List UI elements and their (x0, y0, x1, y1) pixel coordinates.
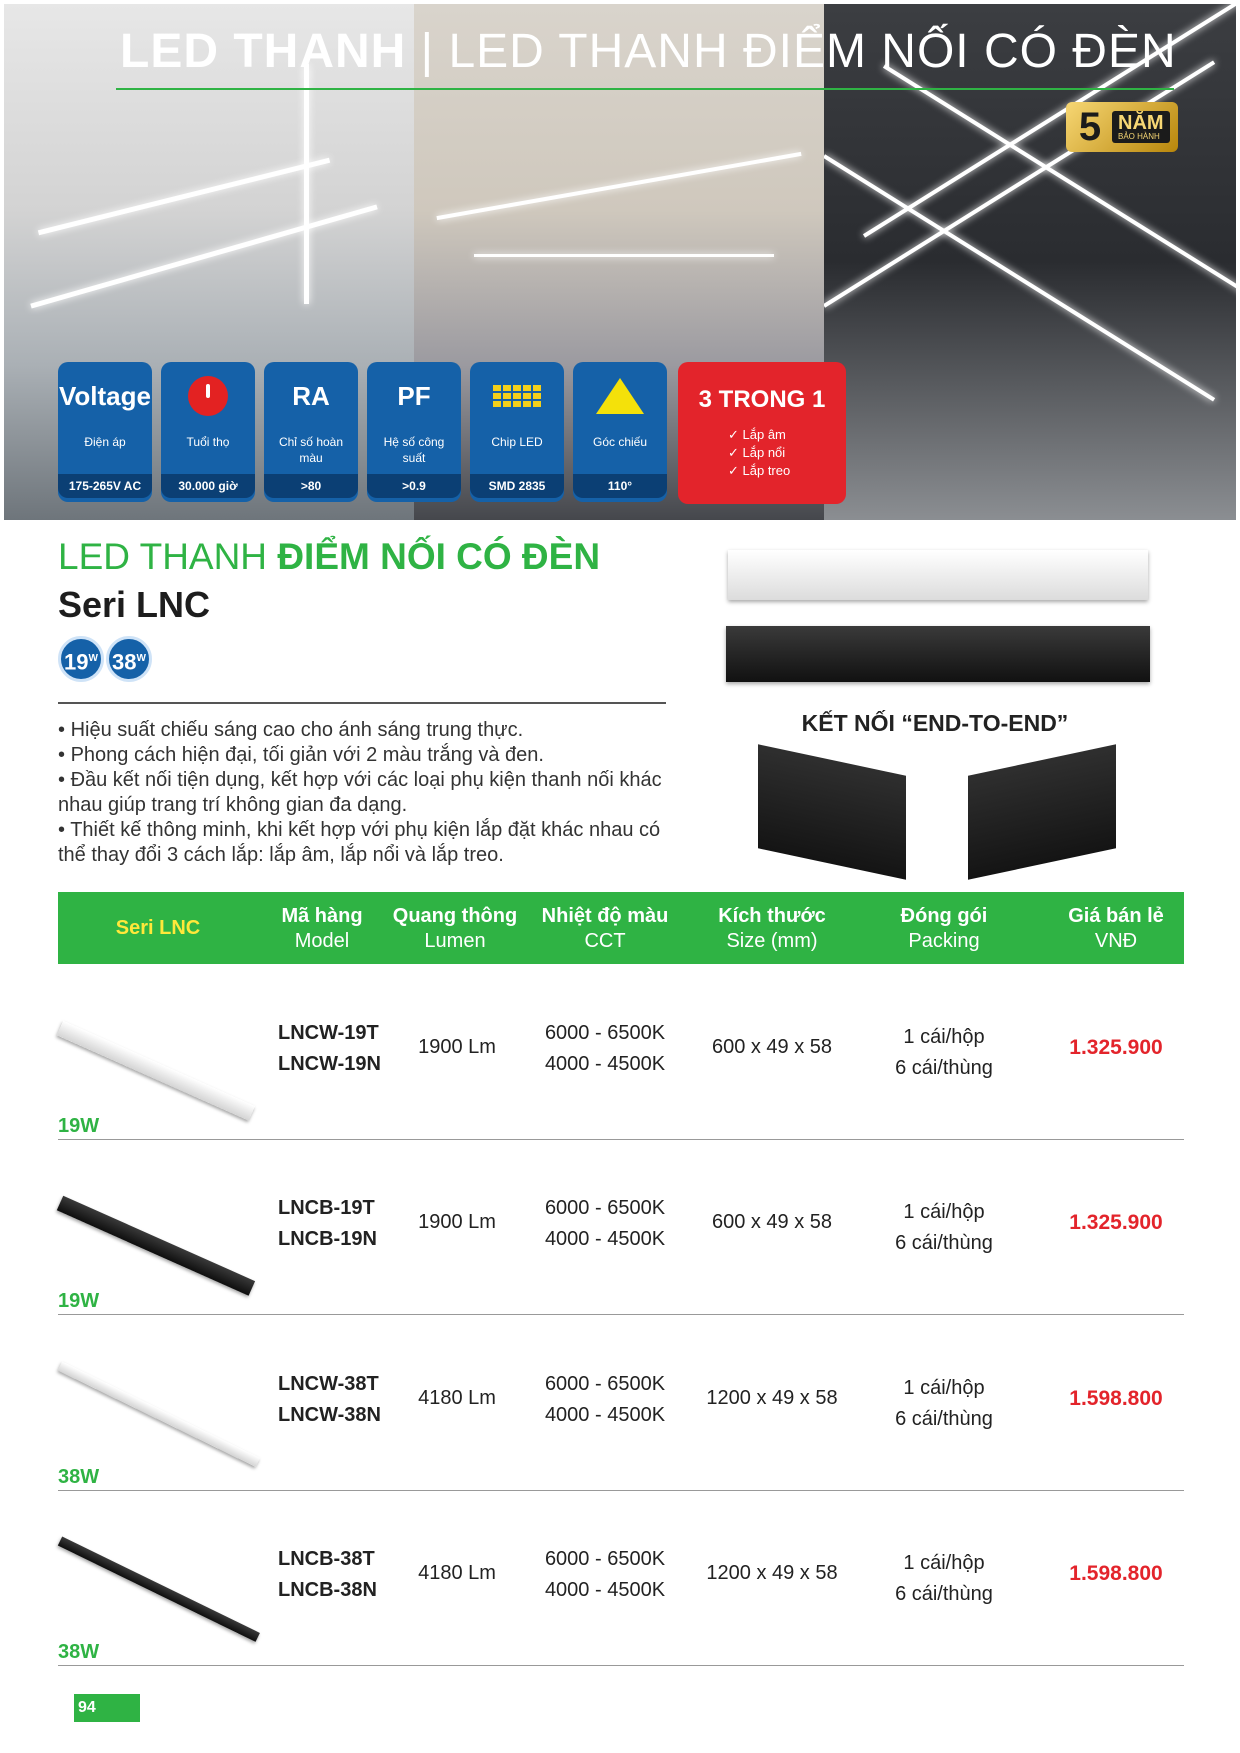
spec-label: Góc chiếu (592, 435, 648, 449)
spec-label: Chip LED (491, 435, 543, 449)
header-size: Kích thước Size (mm) (718, 905, 826, 952)
page-title (120, 24, 1177, 79)
spec-voltage (58, 362, 152, 502)
model-cell: LNCW-19T LNCW-19N (278, 1022, 381, 1075)
connector-image-right (968, 744, 1116, 879)
clock-icon (188, 376, 228, 416)
header-packing: Đóng gói Packing (900, 905, 988, 952)
spec-value: >80 (264, 474, 358, 498)
header-cct: Nhiệt độ màu CCT (541, 905, 669, 952)
product-thumb-black (58, 1537, 260, 1642)
voltage-icon: Voltage (59, 380, 151, 411)
size-cell: 1200 x 49 x 58 (706, 1562, 838, 1584)
price-cell: 1.325.900 (1069, 1211, 1163, 1234)
spec-value: SMD 2835 (470, 474, 564, 498)
title-underline (116, 88, 1174, 90)
model-cell: LNCB-19T LNCB-19N (278, 1197, 377, 1250)
mount-surface: ✓ Lắp nổi (728, 444, 790, 462)
spec-chip (470, 362, 564, 502)
packing-cell: 1 cái/hộp 6 cái/thùng (895, 1552, 993, 1605)
wattage-badge-38: $38^W$ (106, 636, 152, 682)
warranty-years: 5 (1078, 104, 1102, 149)
product-image-white (728, 550, 1148, 600)
row-wattage: 19W (58, 1115, 100, 1137)
spec-label: Hệ số công suất (383, 435, 445, 466)
series-name: Seri LNC (58, 584, 211, 625)
table-header (58, 892, 1184, 964)
mount-options (728, 426, 790, 481)
title-divider: | (406, 25, 449, 78)
header-price: Giá bán lẻ VNĐ (1068, 905, 1164, 952)
garage-photo (824, 4, 1236, 520)
model-cell: LNCW-38T LNCW-38N (278, 1373, 381, 1426)
table-row (58, 1496, 1184, 1666)
size-cell: 600 x 49 x 58 (711, 1211, 833, 1233)
lumen-cell: 1900 Lm (418, 1036, 496, 1058)
price-cell: 1.598.800 (1069, 1562, 1163, 1585)
warranty-sub: BẢO HÀNH (1118, 132, 1160, 141)
spec-power-factor (367, 362, 461, 502)
table-row (58, 1145, 1184, 1315)
packing-cell: 1 cái/hộp 6 cái/thùng (895, 1201, 993, 1254)
product-image-black (726, 626, 1150, 682)
spec-label: Chỉ số hoàn màu (278, 435, 344, 466)
three-in-one-badge (678, 362, 846, 504)
spec-beam-angle (573, 362, 667, 502)
title-sub: LED THANH ĐIỂM NỐI CÓ ĐÈN (448, 25, 1177, 78)
row-wattage: 38W (58, 1466, 100, 1488)
feature-item: • Hiệu suất chiếu sáng cao cho ánh sáng trung thực. (58, 718, 678, 743)
beam-angle-icon (596, 378, 644, 414)
spec-cri (264, 362, 358, 502)
pf-icon: PF (397, 380, 431, 411)
mount-recessed: ✓ Lắp âm (728, 426, 790, 444)
packing-cell: 1 cái/hộp 6 cái/thùng (895, 1377, 993, 1430)
feature-list (58, 718, 678, 868)
cct-cell: 6000 - 6500K 4000 - 4500K (544, 1548, 666, 1601)
table-row (58, 970, 1184, 1140)
ra-icon: RA (292, 380, 330, 411)
mount-suspended: ✓ Lắp treo (728, 462, 790, 480)
lumen-cell: 4180 Lm (418, 1387, 496, 1409)
warranty-badge (1066, 102, 1178, 152)
cct-cell: 6000 - 6500K 4000 - 4500K (544, 1197, 666, 1250)
header-lumen: Quang thông Lumen (392, 905, 518, 952)
feature-item: • Phong cách hiện đại, tối giản với 2 màu trắng và đen. (58, 743, 678, 768)
product-thumb-white (57, 1021, 255, 1121)
table-row (58, 1321, 1184, 1491)
connector-image-left (758, 744, 906, 879)
size-cell: 1200 x 49 x 58 (706, 1387, 838, 1409)
section-title: LED THANH ĐIỂM NỐI CÓ ĐÈN (58, 536, 601, 577)
spec-label: Tuổi thọ (186, 435, 230, 449)
product-thumb-black (57, 1196, 255, 1296)
wattage-badge-19: $19^W$ (58, 636, 104, 682)
model-cell: LNCB-38T LNCB-38N (278, 1548, 377, 1601)
spec-value: 30.000 giờ (161, 474, 255, 498)
row-wattage: 38W (58, 1641, 100, 1663)
spec-lifetime (161, 362, 255, 502)
price-cell: 1.325.900 (1069, 1036, 1163, 1059)
price-cell: 1.598.800 (1069, 1387, 1163, 1410)
spec-label: Điện áp (84, 435, 126, 449)
three-in-one-title: 3 TRONG 1 (698, 386, 826, 413)
connection-title: KẾT NỐI “END-TO-END” (801, 710, 1069, 736)
size-cell: 600 x 49 x 58 (711, 1036, 833, 1058)
cct-cell: 6000 - 6500K 4000 - 4500K (544, 1022, 666, 1075)
lumen-cell: 4180 Lm (418, 1562, 496, 1584)
spec-value: >0.9 (367, 474, 461, 498)
spec-value: 110° (573, 474, 667, 498)
spec-value: 175-265V AC (58, 474, 152, 498)
page-number: 94 (74, 1694, 140, 1722)
cct-cell: 6000 - 6500K 4000 - 4500K (544, 1373, 666, 1426)
title-main: LED THANH (120, 25, 407, 78)
product-thumb-white (58, 1362, 260, 1467)
chip-icon (493, 385, 541, 407)
feature-item: • Đầu kết nối tiện dụng, kết hợp với các loại phụ kiện thanh nối khác nhau giúp trang trí không gian đa dạng. (58, 768, 678, 818)
divider (58, 702, 666, 704)
header-series: Seri LNC (115, 917, 201, 939)
header-model: Mã hàng Model (281, 905, 363, 952)
packing-cell: 1 cái/hộp 6 cái/thùng (895, 1026, 993, 1079)
lumen-cell: 1900 Lm (418, 1211, 496, 1233)
warranty-word: NĂM (1118, 112, 1164, 134)
row-wattage: 19W (58, 1290, 100, 1312)
feature-item: • Thiết kế thông minh, khi kết hợp với phụ kiện lắp đặt khác nhau có thể thay đổi 3 cách lắp: lắp âm, lắp nổi và lắp treo. (58, 818, 678, 868)
